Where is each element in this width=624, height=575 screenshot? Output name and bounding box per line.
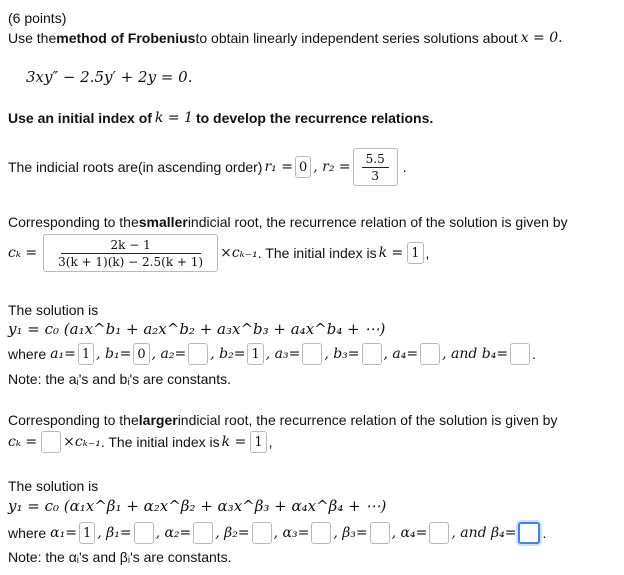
larger-recurrence: cₖ = ×cₖ₋₁ . The initial index is k = 1 , bbox=[8, 431, 272, 453]
larger-recurrence-input[interactable] bbox=[41, 431, 61, 453]
beta2-input[interactable] bbox=[252, 522, 272, 544]
solution1-note: Note: the aᵢ's and bᵢ's are constants. bbox=[8, 371, 231, 387]
larger-root-text: Corresponding to the larger indicial root, the recurrence relation of the solution is given by bbox=[8, 412, 558, 428]
alpha3-input[interactable] bbox=[311, 522, 331, 544]
a2-input[interactable] bbox=[188, 343, 208, 365]
solution2-note: Note: the αᵢ's and βᵢ's are constants. bbox=[8, 549, 232, 565]
solution1-coefficients: where a₁= 1 , b₁= 0 , a₂= , b₂= 1 , a₃= , b₃= , a₄= , and b₄= . bbox=[8, 343, 536, 365]
alpha2-input[interactable] bbox=[193, 522, 213, 544]
ode-equation: 3xy″ − 2.5y′ + 2y = 0. bbox=[26, 68, 193, 86]
a3-input[interactable] bbox=[302, 343, 322, 365]
beta3-input[interactable] bbox=[370, 522, 390, 544]
solution2-formula: y₁ = c₀ (α₁x^β₁ + α₂x^β₂ + α₃x^β₃ + α₄x^β₄ + ⋯) bbox=[8, 497, 387, 515]
beta1-input[interactable] bbox=[134, 522, 154, 544]
solution1-heading: The solution is bbox=[8, 302, 99, 318]
intro-bold: method of Frobenius bbox=[56, 30, 196, 46]
b1-input[interactable]: 0 bbox=[133, 343, 149, 365]
smaller-recurrence: cₖ = $\frac{2k - 1}{3(k + 1)(k) - 2.5(k + 1)}$ ×cₖ₋₁ . The initial index is k = 1 , bbox=[8, 234, 429, 272]
instruction-text: Use an initial index of k = 1 to develop the recurrence relations. bbox=[8, 110, 434, 126]
points-label: (6 points) bbox=[8, 10, 67, 26]
instruction-math: k = 1 bbox=[154, 110, 193, 126]
a4-input[interactable] bbox=[420, 343, 440, 365]
beta4-input[interactable] bbox=[518, 522, 540, 544]
smaller-root-text: Corresponding to the smaller indicial root, the recurrence relation of the solution is given by bbox=[8, 214, 568, 230]
a1-input[interactable]: 1 bbox=[78, 343, 94, 365]
smaller-recurrence-input[interactable] bbox=[43, 234, 218, 272]
b2-input[interactable]: 1 bbox=[247, 343, 263, 365]
intro-text: Use the method of Frobenius to obtain linearly independent series solutions about x = 0. bbox=[8, 30, 563, 46]
solution2-heading: The solution is bbox=[8, 478, 99, 494]
alpha1-input[interactable]: 1 bbox=[79, 522, 95, 544]
r2-input[interactable] bbox=[353, 148, 398, 186]
smaller-index-input[interactable]: 1 bbox=[407, 242, 423, 264]
b3-input[interactable] bbox=[362, 343, 382, 365]
r2-fraction: $\frac{5.5}{3}$ bbox=[362, 152, 389, 183]
b4-input[interactable] bbox=[510, 343, 530, 365]
alpha4-input[interactable] bbox=[429, 522, 449, 544]
intro-math: x = 0. bbox=[520, 30, 563, 46]
solution1-formula: y₁ = c₀ (a₁x^b₁ + a₂x^b₂ + a₃x^b₃ + a₄x^b₄ + ⋯) bbox=[8, 320, 386, 338]
r1-input[interactable]: 0 bbox=[295, 156, 311, 178]
larger-index-input[interactable]: 1 bbox=[250, 431, 266, 453]
indicial-line: The indicial roots are(in ascending order) r₁ = 0 , r₂ = $\frac{5.5}{3}$ . bbox=[8, 148, 407, 186]
recurrence-fraction: $\frac{2k - 1}{3(k + 1)(k) - 2.5(k + 1)}$ bbox=[58, 237, 204, 269]
solution2-coefficients: where α₁= 1 , β₁= , α₂= , β₂= , α₃= , β₃= , α₄= , and β₄= . bbox=[8, 522, 546, 544]
